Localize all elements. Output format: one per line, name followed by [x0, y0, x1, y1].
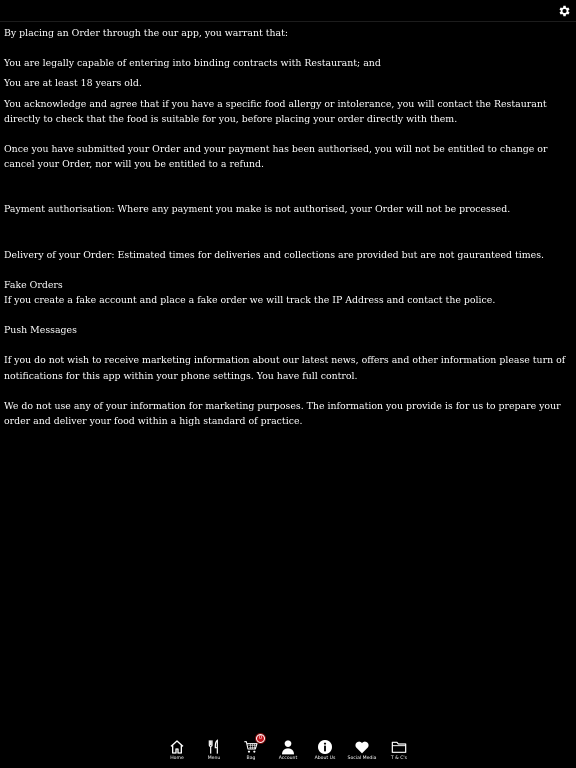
person-icon	[280, 739, 296, 755]
tab-label: Social Media	[347, 756, 377, 761]
bottom-tab-bar	[0, 735, 576, 768]
spacer	[4, 338, 570, 353]
tab-bag[interactable]	[233, 735, 269, 768]
push-messages-heading: Push Messages	[4, 325, 77, 337]
terms-intro: By placing an Order through the our app, you warrant that:	[4, 28, 289, 39]
terms-warrant-age: You are at least 18 years old.	[4, 78, 142, 90]
home-icon	[169, 739, 185, 755]
terms-warrant-contracts: You are legally capable of entering into binding contracts with Restaurant; and	[4, 58, 381, 70]
terms-fake-orders: If you create a fake account and place a fake order we will track the IP Address and contact the police.	[4, 295, 496, 307]
fake-orders-heading: Fake Orders	[4, 279, 63, 291]
gear-icon[interactable]	[557, 4, 571, 18]
terms-allergy: You acknowledge and agree that if you have a specific food allergy or intolerance, you will contact the Restaurant directly to check that the food is suitable for you, before placing your order directly with them.	[4, 98, 547, 125]
tab-about-us[interactable]	[307, 738, 343, 768]
terms-privacy: We do not use any of your information for marketing purposes. The information you provide is for us to prepare your order and deliver your food within a high standard of practice.	[4, 400, 561, 428]
cart-count-badge	[255, 733, 266, 744]
spacer	[4, 127, 570, 142]
tab-home[interactable]	[159, 738, 195, 768]
spacer	[4, 308, 570, 323]
terms-delivery: Delivery of your Order: Estimated times for deliveries and collections are provided but are not gauranteed times.	[4, 249, 544, 261]
tab-label: Bag	[246, 756, 256, 761]
tab-label: Account	[278, 756, 298, 761]
tab-terms[interactable]	[381, 738, 417, 768]
fork-knife-icon	[206, 739, 222, 755]
cart-count: 0	[258, 735, 263, 741]
tab-label: Menu	[207, 756, 221, 761]
spacer	[4, 263, 570, 278]
tab-menu[interactable]	[196, 738, 232, 768]
spacer	[4, 218, 570, 248]
tab-account[interactable]	[270, 738, 306, 768]
terms-push: If you do not wish to receive marketing information about our latest news, offers and other information please turn of notifications for this app within your phone settings. You have full control.	[4, 355, 566, 382]
terms-content	[4, 26, 570, 429]
tab-label: About Us	[314, 756, 336, 761]
spacer	[4, 384, 570, 399]
tab-label: T & C's	[390, 756, 408, 761]
info-icon	[317, 739, 333, 755]
terms-payment: Payment authorisation: Where any payment you make is not authorised, your Order will not be processed.	[4, 204, 511, 216]
top-bar	[0, 0, 576, 22]
tab-social-media[interactable]	[344, 738, 380, 768]
spacer	[4, 41, 570, 56]
tab-label: Home	[170, 756, 184, 761]
spacer	[4, 172, 570, 202]
folder-icon	[391, 739, 407, 755]
heart-icon	[354, 739, 370, 755]
terms-no-change: Once you have submitted your Order and your payment has been authorised, you will not be entitled to change or cancel your Order, nor will you be entitled to a refund.	[4, 144, 548, 171]
